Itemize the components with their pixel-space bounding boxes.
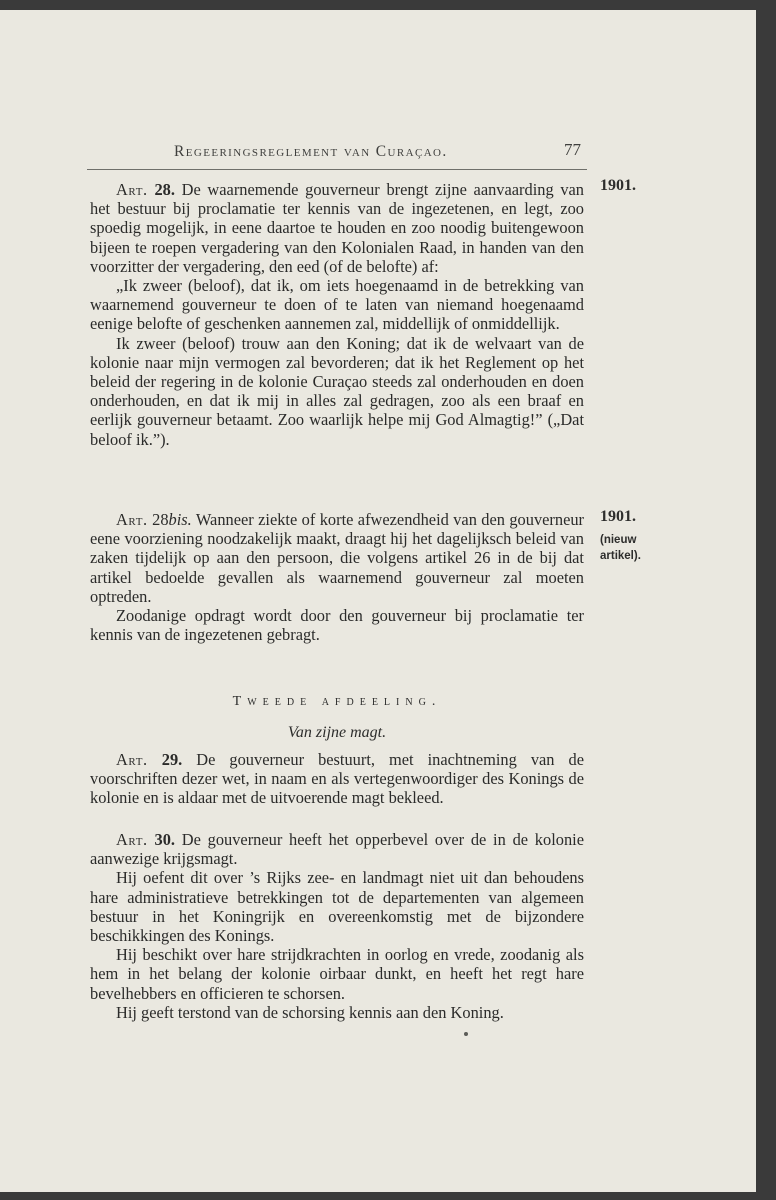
article-label: Art. <box>116 830 148 849</box>
margin-year: 1901. <box>600 177 636 194</box>
article-30 <box>90 830 584 1022</box>
article-number: 28. <box>154 180 175 199</box>
paragraph: Ik zweer (beloof) trouw aan den Koning; dat ik de welvaart van de kolonie naar mijn vermogen zal bevorderen; dat ik het Reglement op het beleid der regering in de kolonie Curaçao steeds zal onderhouden en doen onderhouden, en dat ik mij in alles zal gedragen, zoo als een braaf en eerlijk gouverneur betaamt. Zoo waarlijk helpe mij God Almagtig!” („Dat beloof ik.”). <box>90 333 584 449</box>
paragraph-text: De gouverneur heeft het opperbevel over de in de kolonie aanwezige krijgsmagt. <box>90 830 584 869</box>
article-number: 30. <box>154 830 175 849</box>
article-28 <box>90 180 584 449</box>
article-number: 29. <box>161 750 183 769</box>
running-header <box>87 135 587 170</box>
paragraph-text: Wanneer ziekte of korte afwezendheid van den gouverneur eene voorziening noodzakelijk maakt, draagt hij het dagelijksch beleid van zaken tijdelijk op aan den persoon, die volgens artikel 26 in de bij dat artikel bedoelde gevallen als waarnemend gouverneur zal moeten optreden. <box>90 510 585 606</box>
paragraph: Hij oefent dit over ’s Rijks zee- en landmagt niet uit dan behoudens hare administratieve betrekkingen tot de departementen van algemeen bestuur in het Koningrijk en overeenkomstig met de bijzondere beschikkingen des Konings. <box>90 868 584 946</box>
article-29 <box>90 750 584 808</box>
paragraph-text: De waarnemende gouverneur brengt zijne aanvaarding van het bestuur bij proclamatie ter kennis van de ingezetenen, en legt, zoo spoedig mogelijk, in eene daartoe te houden en zoo noodig buitengewoon bijeen te roepen vergadering van den Kolonialen Raad, in handen van den voorzitter der vergadering, den eed (of de belofte) af: <box>90 180 584 276</box>
paragraph: Zoodanige opdragt wordt door den gouverneur bij proclamatie ter kennis van de ingezetenen gebragt. <box>90 606 584 645</box>
margin-note-line: (nieuw <box>600 534 637 546</box>
paragraph <box>90 750 584 808</box>
margin-year: 1901. <box>600 508 636 525</box>
book-page <box>0 10 756 1192</box>
paragraph <box>90 510 584 606</box>
paragraph <box>90 830 584 868</box>
article-28bis <box>90 510 584 644</box>
article-label: Art. <box>116 180 148 199</box>
paragraph-text: De gouverneur bestuurt, met inachtneming van de voorschriften dezer wet, in naam en als vertegenwoordiger des Konings de kolonie en is aldaar met de uitvoerende magt bekleed. <box>90 750 584 808</box>
paragraph: Hij geeft terstond van de schorsing kennis aan den Koning. <box>116 1002 504 1022</box>
header-title: Regeeringsreglement van Curaçao. <box>174 143 448 160</box>
section-heading: Tweede afdeeling. <box>232 694 442 709</box>
margin-note-line: artikel). <box>600 550 641 562</box>
article-label: Art. <box>116 750 148 769</box>
margin-note-art-28bis <box>600 508 641 564</box>
article-label: Art. <box>116 510 148 529</box>
page-number: 77 <box>564 140 581 159</box>
paragraph: „Ik zweer (beloof), dat ik, om iets hoegenaamd in de betrekking van waarnemend gouverneur te doen of te laten van niemand hoegenaamd eenige belofte of geschenken aannemen zal, middellijk of onmiddellijk. <box>90 276 584 334</box>
article-number: 28 <box>152 510 169 529</box>
print-mark <box>464 1032 468 1036</box>
margin-note-art-28 <box>600 177 636 195</box>
article-suffix: bis. <box>168 510 192 529</box>
paragraph <box>90 180 584 276</box>
section-subtitle: Van zijne magt. <box>287 724 387 741</box>
paragraph: Hij beschikt over hare strijdkrachten in oorlog en vrede, zoodanig als hem in het belang der kolonie oirbaar dunkt, en heeft het regt hare bevelhebbers en officieren te schorsen. <box>90 945 584 1003</box>
